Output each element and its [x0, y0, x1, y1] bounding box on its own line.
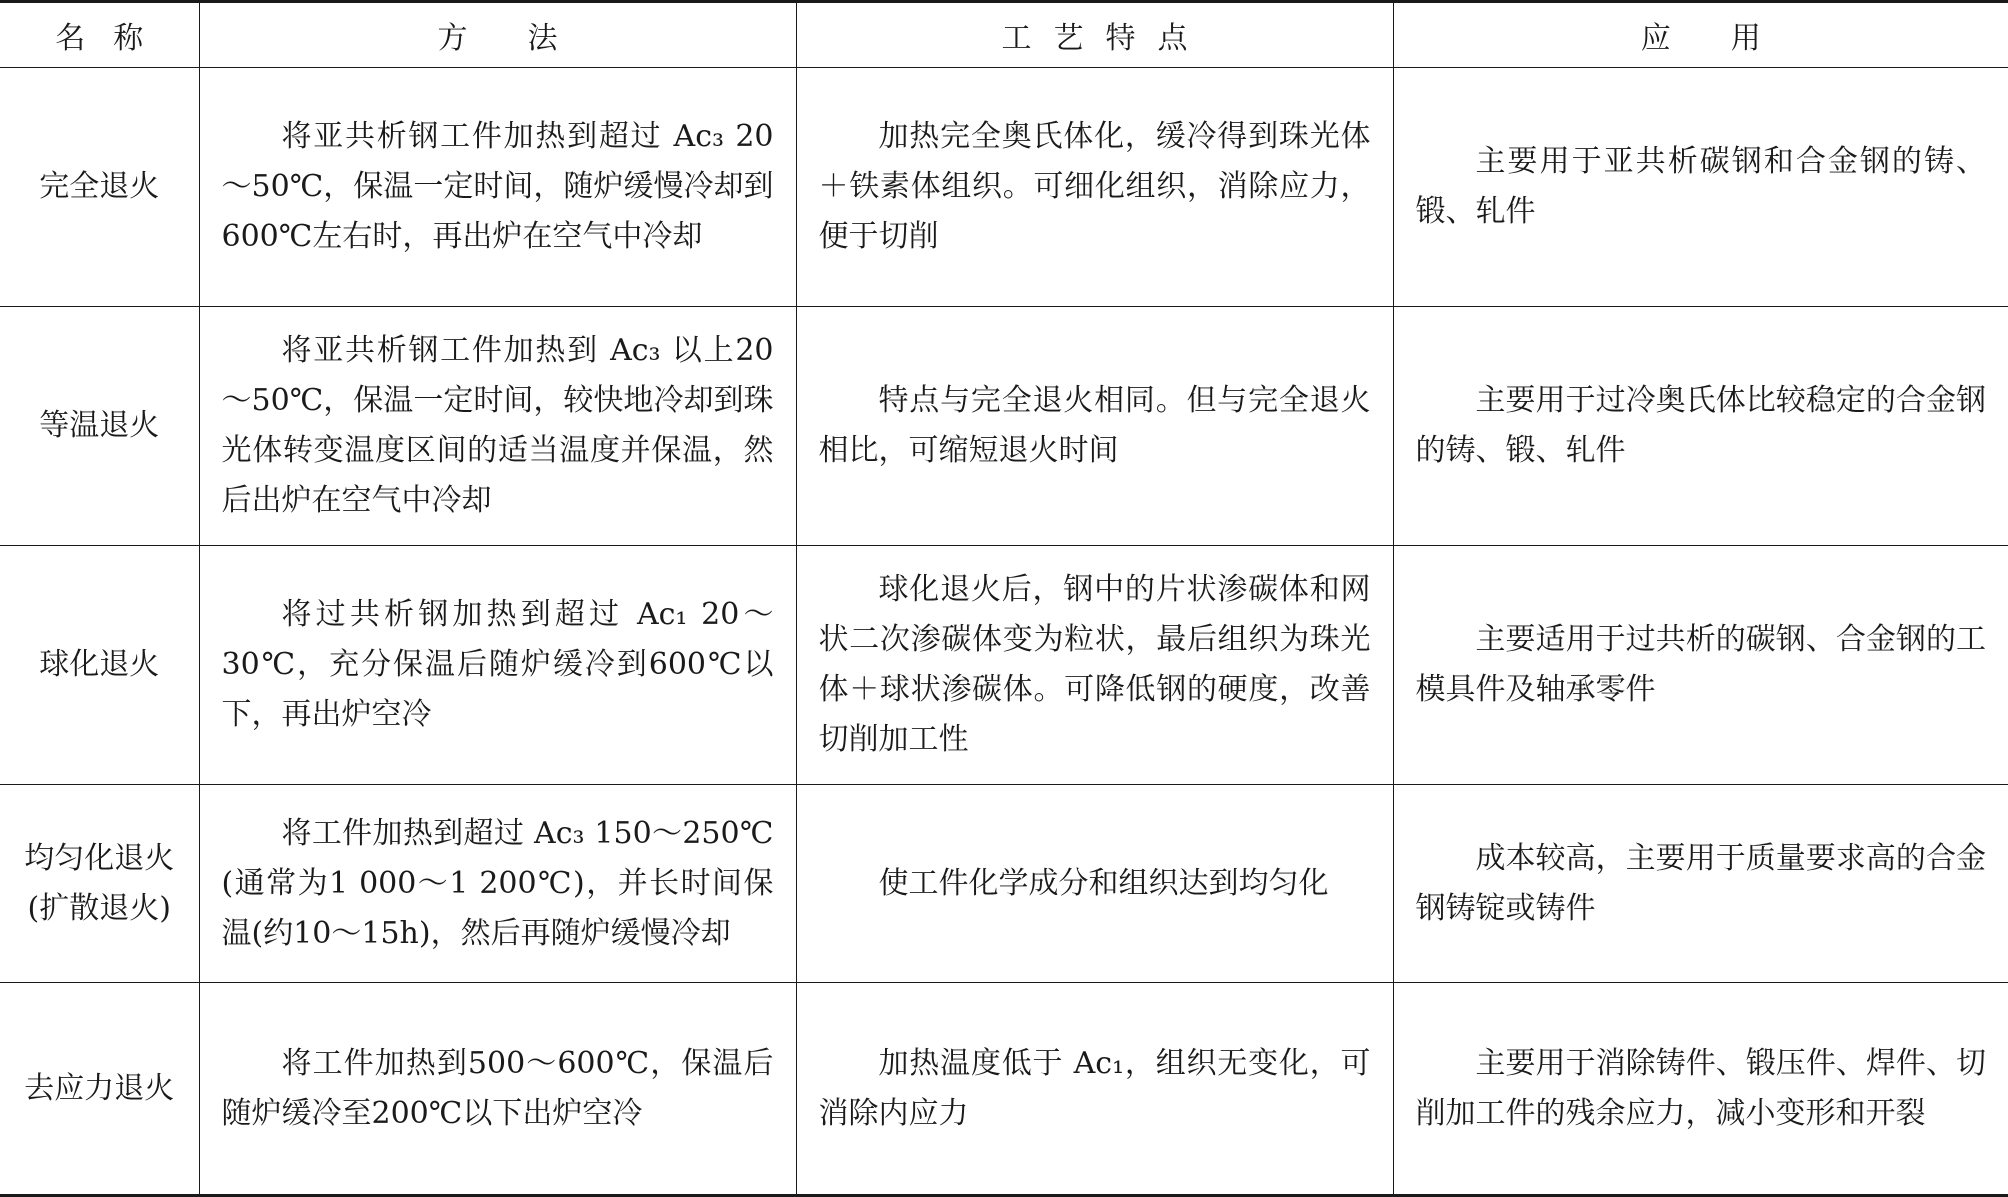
cell-name: [0, 68, 199, 307]
name-line: (扩散退火): [27, 890, 171, 926]
table-row: [0, 68, 2008, 307]
cell-name: [0, 785, 199, 983]
cell-name: [0, 983, 199, 1196]
cell-application: 成本较高，主要用于质量要求高的合金钢铸锭或铸件: [1393, 785, 2008, 983]
header-row: [0, 2, 2008, 68]
name-line: 均匀化退火: [24, 840, 175, 876]
cell-method: 将亚共析钢工件加热到 Ac₃ 以上20～50℃，保温一定时间，较快地冷却到珠光体转变温度区间的适当温度并保温，然后出炉在空气中冷却: [199, 307, 796, 546]
cell-name: [0, 307, 199, 546]
cell-application: 主要用于过冷奥氏体比较稳定的合金钢的铸、锻、轧件: [1393, 307, 2008, 546]
cell-method: 将亚共析钢工件加热到超过 Ac₃ 20～50℃，保温一定时间，随炉缓慢冷却到600℃左右时，再出炉在空气中冷却: [199, 68, 796, 307]
table-row: [0, 983, 2008, 1196]
name-line: 球化退火: [39, 647, 160, 682]
cell-name: [0, 546, 199, 785]
table-row: [0, 785, 2008, 983]
cell-method: 将工件加热到超过 Ac₃ 150～250℃(通常为1 000～1 200℃)，并长时间保温(约10～15h)，然后再随炉缓慢冷却: [199, 785, 796, 983]
cell-feature: 特点与完全退火相同。但与完全退火相比，可缩短退火时间: [796, 307, 1393, 546]
name-line: 等温退火: [39, 408, 160, 443]
cell-feature: 使工件化学成分和组织达到均匀化: [796, 785, 1393, 983]
header-method: 方法: [199, 2, 796, 68]
cell-application: 主要用于消除铸件、锻压件、焊件、切削加工件的残余应力，减小变形和开裂: [1393, 983, 2008, 1196]
name-line: 去应力退火: [24, 1070, 175, 1106]
cell-application: 主要适用于过共析的碳钢、合金钢的工模具件及轴承零件: [1393, 546, 2008, 785]
cell-feature: 加热完全奥氏体化，缓冷得到珠光体＋铁素体组织。可细化组织，消除应力，便于切削: [796, 68, 1393, 307]
header-application: 应用: [1393, 2, 2008, 68]
table-row: [0, 546, 2008, 785]
header-feature: 工艺特点: [796, 2, 1393, 68]
name-line: 完全退火: [39, 169, 160, 204]
cell-method: 将工件加热到500～600℃，保温后随炉缓冷至200℃以下出炉空冷: [199, 983, 796, 1196]
table-row: [0, 307, 2008, 546]
cell-method: 将过共析钢加热到超过 Ac₁ 20～30℃，充分保温后随炉缓冷到600℃以下，再出炉空冷: [199, 546, 796, 785]
cell-feature: 加热温度低于 Ac₁，组织无变化，可消除内应力: [796, 983, 1393, 1196]
cell-feature: 球化退火后，钢中的片状渗碳体和网状二次渗碳体变为粒状，最后组织为珠光体＋球状渗碳体。可降低钢的硬度，改善切削加工性: [796, 546, 1393, 785]
cell-application: 主要用于亚共析碳钢和合金钢的铸、锻、轧件: [1393, 68, 2008, 307]
header-name: 名称: [0, 2, 199, 68]
